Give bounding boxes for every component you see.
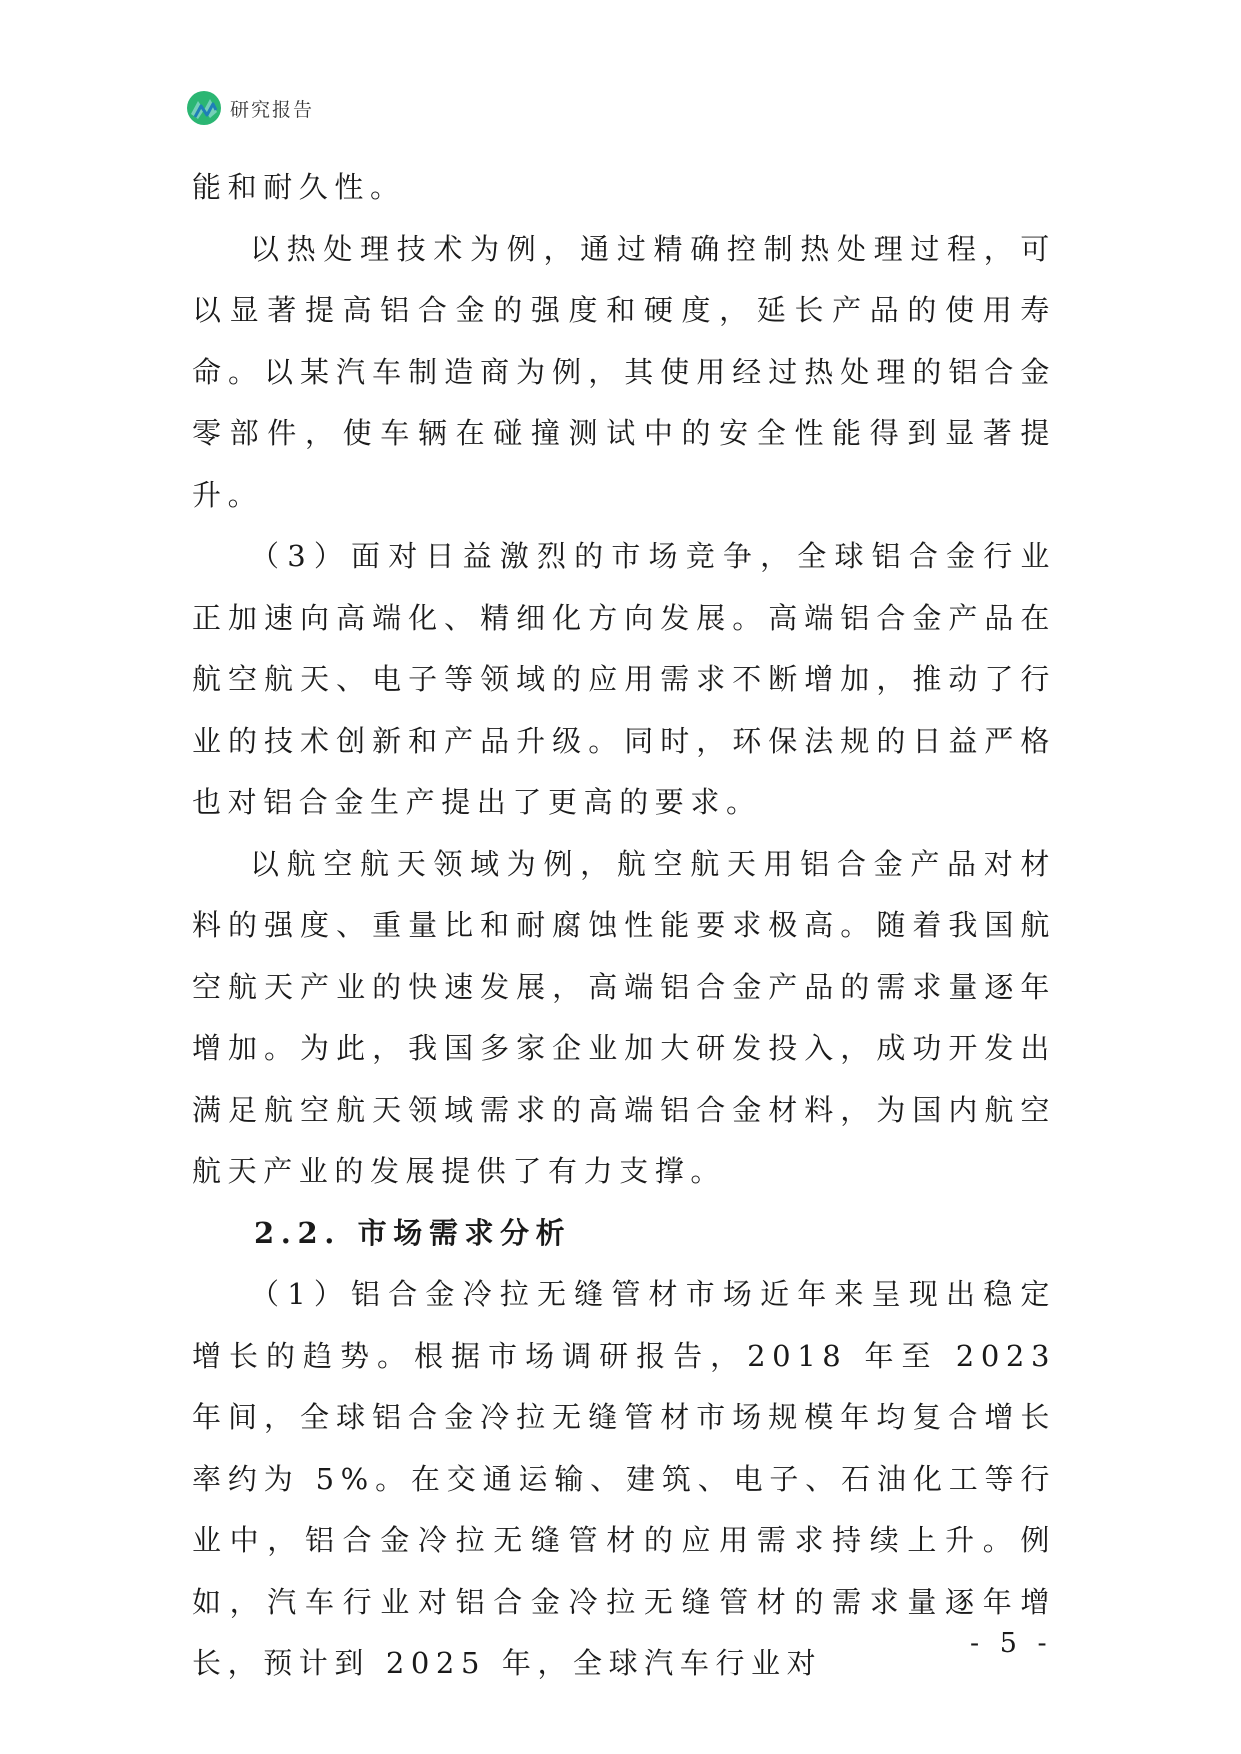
paragraph-market-demand: （1）铝合金冷拉无缝管材市场近年来呈现出稳定增长的趋势。根据市场调研报告，2018 年至 2023 年间，全球铝合金冷拉无缝管材市场规模年均复合增长率约为 5%。在交通运输、建筑、电子、石油化工等行业中，铝合金冷拉无缝管材的应用需求持续上升。例如，汽车行业对铝合金冷拉无缝管材的需求量逐年增长，预计到 2025 年，全球汽车行业对	[192, 1277, 1056, 1680]
paragraph-market-competition: （3）面对日益激烈的市场竞争，全球铝合金行业正加速向高端化、精细化方向发展。高端铝合金产品在航空航天、电子等领域的应用需求不断增加，推动了行业的技术创新和产品升级。同时，环保法规的日益严格也对铝合金生产提出了更高的要求。	[192, 539, 1056, 819]
page-number: - 5 -	[970, 1628, 1053, 1659]
document-body	[192, 157, 1056, 1695]
section-heading: 2.2. 市场需求分析	[254, 1215, 572, 1250]
paragraph-continued: 能和耐久性。	[192, 170, 406, 204]
paragraph-heat-treatment: 以热处理技术为例，通过精确控制热处理过程，可以显著提高铝合金的强度和硬度，延长产品的使用寿命。以某汽车制造商为例，其使用经过热处理的铝合金零部件，使车辆在碰撞测试中的安全性能得到显著提升。	[192, 231, 1056, 512]
logo-icon	[186, 90, 222, 126]
page-header	[186, 88, 314, 128]
paragraph-aerospace: 以航空航天领域为例，航空航天用铝合金产品对材料的强度、重量比和耐腐蚀性能要求极高。随着我国航空航天产业的快速发展，高端铝合金产品的需求量逐年增加。为此，我国多家企业加大研发投入，成功开发出满足航空航天领域需求的高端铝合金材料，为国内航空航天产业的发展提供了有力支撑。	[192, 846, 1056, 1188]
header-title: 研究报告	[230, 98, 315, 121]
